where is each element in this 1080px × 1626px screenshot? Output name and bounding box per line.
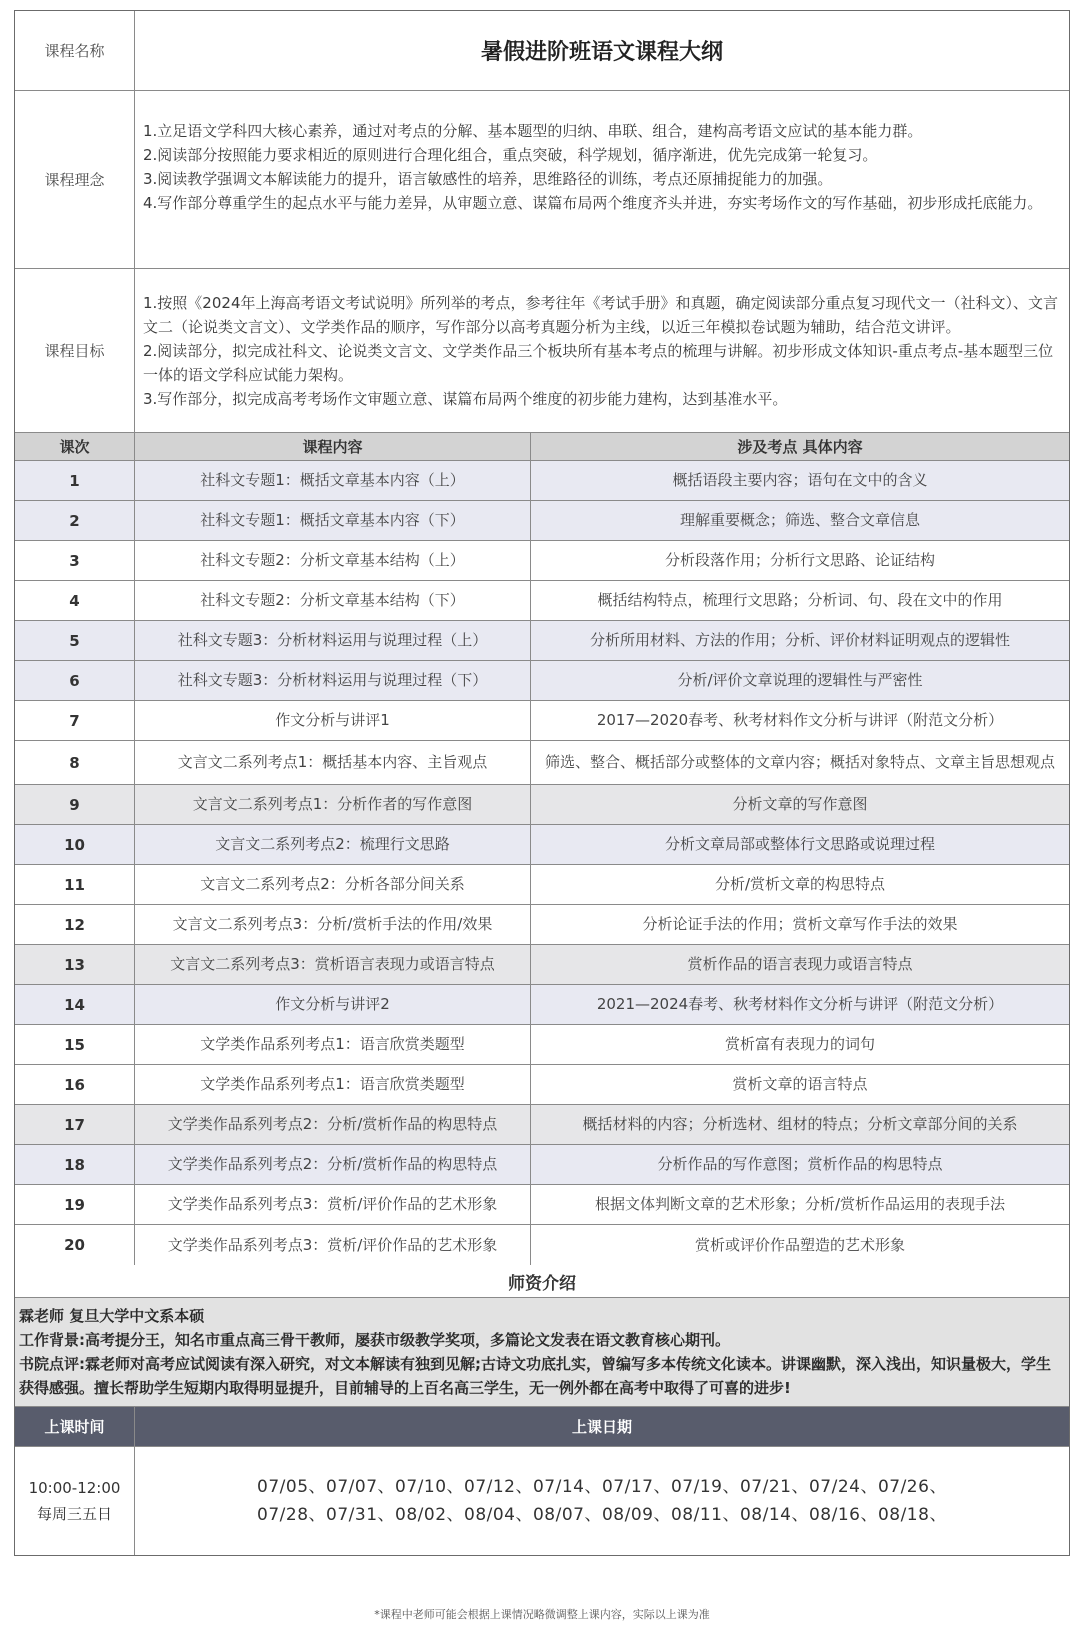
- lesson-number: 13: [15, 945, 135, 984]
- lesson-rows: [15, 461, 1069, 1265]
- lesson-row: [15, 1025, 1069, 1065]
- lesson-no-header: 课次: [15, 433, 135, 460]
- lesson-content: 文学类作品系列考点3：赏析/评价作品的艺术形象: [135, 1185, 531, 1224]
- lesson-content-header: 课程内容: [135, 433, 531, 460]
- dates-line: 07/05、07/07、07/10、07/12、07/14、07/17、07/19、07/21、07/24、07/26、: [257, 1477, 947, 1497]
- lesson-content: 文学类作品系列考点1：语言欣赏类题型: [135, 1065, 531, 1104]
- lesson-number: 11: [15, 865, 135, 904]
- lesson-points: 赏析富有表现力的词句: [724, 1035, 875, 1053]
- lesson-points: 2021—2024春考、秋考材料作文分析与讲评（附范文分析）: [596, 995, 1004, 1013]
- lesson-row: [15, 581, 1069, 621]
- lesson-content: 作文分析与讲评1: [135, 701, 531, 740]
- lesson-points: 分析文章的写作意图: [732, 795, 868, 813]
- lesson-number: 10: [15, 825, 135, 864]
- lesson-row: [15, 541, 1069, 581]
- lesson-content: 文言文二系列考点2：分析各部分间关系: [135, 865, 531, 904]
- lesson-number: 12: [15, 905, 135, 944]
- lesson-points: 根据文体判断文章的艺术形象；分析/赏析作品运用的表现手法: [594, 1195, 1006, 1213]
- lesson-row: [15, 701, 1069, 741]
- goals-label: 课程目标: [15, 269, 135, 432]
- lesson-number: 9: [15, 785, 135, 824]
- lesson-points: 赏析作品的语言表现力或语言特点: [687, 955, 913, 973]
- lesson-content: 社科文专题3：分析材料运用与说理过程（下）: [135, 661, 531, 700]
- course-name-label: 课程名称: [15, 11, 135, 90]
- lesson-points: 分析/赏析文章的构思特点: [714, 875, 886, 893]
- lesson-row: [15, 661, 1069, 701]
- schedule-row: [15, 1447, 1069, 1555]
- lesson-points: 分析论证手法的作用；赏析文章写作手法的效果: [642, 915, 958, 933]
- lesson-row: [15, 825, 1069, 865]
- lesson-content: 文学类作品系列考点3：赏析/评价作品的艺术形象: [135, 1225, 531, 1265]
- lesson-points-header: 涉及考点 具体内容: [737, 438, 863, 456]
- teacher-review: 书院点评:霖老师对高考应试阅读有深入研究，对文本解读有独到见解;古诗文功底扎实，曾编写多本传统文化读本。讲课幽默，深入浅出，知识量极大，学生获得感强。擅长帮助学生短期内取得明显提升，目前辅导的上百名高三学生，无一例外都在高考中取得了可喜的进步!: [19, 1355, 1052, 1397]
- lesson-number: 8: [15, 741, 135, 784]
- lesson-points: 概括语段主要内容；语句在文中的含义: [672, 471, 928, 489]
- lesson-number: 1: [15, 461, 135, 500]
- lesson-number: 16: [15, 1065, 135, 1104]
- schedule-date-header: 上课日期: [571, 1418, 632, 1436]
- page-title: 暑假进阶班语文课程大纲: [480, 40, 723, 65]
- teacher-section-title: 师资介绍: [508, 1273, 576, 1294]
- class-time: 10:00-12:00: [28, 1479, 121, 1497]
- lesson-content: 文言文二系列考点3：赏析语言表现力或语言特点: [135, 945, 531, 984]
- lesson-row: [15, 985, 1069, 1025]
- dates-line: 07/28、07/31、08/02、08/04、08/07、08/09、08/11、08/14、08/16、08/18、: [257, 1505, 947, 1525]
- lesson-number: 3: [15, 541, 135, 580]
- syllabus-table: [14, 10, 1070, 1556]
- lesson-row: [15, 1185, 1069, 1225]
- lesson-content: 社科文专题2：分析文章基本结构（上）: [135, 541, 531, 580]
- lesson-content: 文言文二系列考点1：概括基本内容、主旨观点: [135, 741, 531, 784]
- lesson-row: [15, 1105, 1069, 1145]
- lesson-row: [15, 621, 1069, 661]
- lesson-content: 社科文专题2：分析文章基本结构（下）: [135, 581, 531, 620]
- lesson-points: 分析/评价文章说理的逻辑性与严密性: [677, 671, 923, 689]
- lesson-points: 筛选、整合、概括部分或整体的文章内容；概括对象特点、文章主旨思想观点: [544, 753, 1055, 771]
- lesson-number: 2: [15, 501, 135, 540]
- lesson-content: 文言文二系列考点2：梳理行文思路: [135, 825, 531, 864]
- goals-item: 1.按照《2024年上海高考语文考试说明》所列举的考点，参考往年《考试手册》和真题，确定阅读部分重点复习现代文一（社科文）、文言文二（论说类文言文）、文学类作品的顺序，写作部分以高考真题分析为主线，以近三年模拟卷试题为辅助，结合范文讲评。: [143, 293, 1058, 336]
- lesson-row: [15, 785, 1069, 825]
- lesson-content: 文学类作品系列考点2：分析/赏析作品的构思特点: [135, 1145, 531, 1184]
- lesson-points: 分析作品的写作意图；赏析作品的构思特点: [657, 1155, 943, 1173]
- lesson-points: 分析段落作用；分析行文思路、论证结构: [664, 551, 935, 569]
- lesson-number: 18: [15, 1145, 135, 1184]
- lesson-number: 15: [15, 1025, 135, 1064]
- lesson-content: 社科文专题1：概括文章基本内容（上）: [135, 461, 531, 500]
- footnote: *课程中老师可能会根据上课情况略微调整上课内容，实际以上课为准: [374, 1608, 710, 1621]
- lesson-row: [15, 741, 1069, 785]
- philosophy-item: 2.阅读部分按照能力要求相近的原则进行合理化组合，重点突破，科学规划，循序渐进，优先完成第一轮复习。: [143, 145, 878, 164]
- lesson-number: 5: [15, 621, 135, 660]
- lesson-number: 6: [15, 661, 135, 700]
- lesson-points: 分析文章局部或整体行文思路或说理过程: [664, 835, 935, 853]
- lesson-content: 文学类作品系列考点1：语言欣赏类题型: [135, 1025, 531, 1064]
- lesson-points: 赏析文章的语言特点: [732, 1075, 868, 1093]
- lesson-number: 7: [15, 701, 135, 740]
- lesson-content: 文言文二系列考点1：分析作者的写作意图: [135, 785, 531, 824]
- lesson-number: 14: [15, 985, 135, 1024]
- lesson-number: 19: [15, 1185, 135, 1224]
- goals-item: 3.写作部分，拟完成高考考场作文审题立意、谋篇布局两个维度的初步能力建构，达到基准水平。: [143, 389, 788, 408]
- philosophy-label: 课程理念: [15, 91, 135, 268]
- lesson-row: [15, 945, 1069, 985]
- lesson-content: 社科文专题1：概括文章基本内容（下）: [135, 501, 531, 540]
- schedule-dates: [135, 1447, 1069, 1555]
- lesson-number: 4: [15, 581, 135, 620]
- lesson-content: 作文分析与讲评2: [135, 985, 531, 1024]
- teacher-info: [15, 1298, 1069, 1406]
- lesson-number: 20: [15, 1225, 135, 1265]
- lesson-content: 文言文二系列考点3：分析/赏析手法的作用/效果: [135, 905, 531, 944]
- teacher-row: [15, 1298, 1069, 1407]
- philosophy-text: [135, 91, 1069, 268]
- philosophy-item: 1.立足语文学科四大核心素养，通过对考点的分解、基本题型的归纳、串联、组合，建构高考语文应试的基本能力群。: [143, 121, 923, 140]
- schedule-header-row: [15, 1407, 1069, 1447]
- syllabus-page: [14, 10, 1070, 1621]
- schedule-time: [15, 1447, 135, 1555]
- lesson-row: [15, 905, 1069, 945]
- philosophy-item: 3.阅读教学强调文本解读能力的提升，语言敏感性的培养，思维路径的训练，考点还原捕捉能力的加强。: [143, 169, 833, 188]
- philosophy-row: [15, 91, 1069, 269]
- lesson-content: 文学类作品系列考点2：分析/赏析作品的构思特点: [135, 1105, 531, 1144]
- philosophy-item: 4.写作部分尊重学生的起点水平与能力差异，从审题立意、谋篇布局两个维度齐头并进，夯实考场作文的写作基础，初步形成托底能力。: [143, 193, 1043, 212]
- lesson-points: 2017—2020春考、秋考材料作文分析与讲评（附范文分析）: [596, 711, 1004, 729]
- schedule-time-header: 上课时间: [15, 1407, 135, 1446]
- goals-item: 2.阅读部分，拟完成社科文、论说类文言文、文学类作品三个板块所有基本考点的梳理与讲解。初步形成文体知识-重点考点-基本题型三位一体的语文学科应试能力架构。: [143, 341, 1054, 384]
- lessons-header-row: [15, 433, 1069, 461]
- teacher-name: 霖老师 复旦大学中文系本硕: [19, 1307, 205, 1325]
- lesson-row: [15, 501, 1069, 541]
- lesson-row: [15, 1065, 1069, 1105]
- lesson-number: 17: [15, 1105, 135, 1144]
- lesson-points: 概括材料的内容；分析选材、组材的特点；分析文章部分间的关系: [582, 1115, 1018, 1133]
- course-name-row: [15, 11, 1069, 91]
- lesson-content: 社科文专题3：分析材料运用与说理过程（上）: [135, 621, 531, 660]
- lesson-row: [15, 1145, 1069, 1185]
- lesson-points: 概括结构特点，梳理行文思路；分析词、句、段在文中的作用: [597, 591, 1003, 609]
- goals-row: [15, 269, 1069, 433]
- teacher-background: 工作背景:高考提分王，知名市重点高三骨干教师，屡获市级教学奖项，多篇论文发表在语文教育核心期刊。: [19, 1331, 731, 1349]
- lesson-row: [15, 1225, 1069, 1265]
- lesson-points: 理解重要概念；筛选、整合文章信息: [679, 511, 920, 529]
- teacher-title-row: [15, 1265, 1069, 1298]
- lesson-row: [15, 865, 1069, 905]
- lesson-points: 分析所用材料、方法的作用；分析、评价材料证明观点的逻辑性: [589, 631, 1010, 649]
- goals-text: [135, 269, 1069, 432]
- class-days: 每周三五日: [36, 1505, 112, 1523]
- lesson-row: [15, 461, 1069, 501]
- lesson-points: 赏析或评价作品塑造的艺术形象: [694, 1235, 905, 1254]
